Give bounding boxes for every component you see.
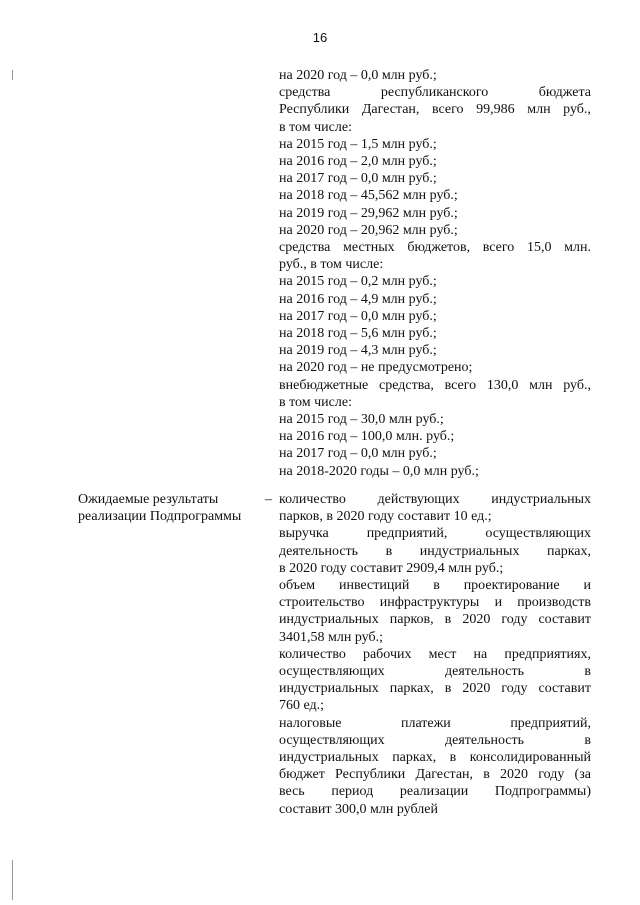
text-line: на 2017 год – 0,0 млн руб.; [279, 446, 437, 462]
word: индустриальных [419, 543, 520, 559]
text-line [279, 715, 591, 732]
text-line: в том числе: [279, 119, 352, 135]
word: индустриальных [279, 612, 379, 628]
word: руб., [563, 377, 591, 393]
word: в [449, 750, 457, 766]
word: строительство [279, 595, 365, 611]
word: 130,0 [486, 377, 519, 393]
word: парков, [389, 612, 434, 628]
word: объем [279, 578, 316, 594]
text-line: на 2018-2020 годы – 0,0 млн руб.; [279, 463, 479, 479]
text-line: на 2016 год – 2,0 млн руб.; [279, 154, 437, 170]
word: мест [428, 646, 457, 662]
word: средства [279, 240, 331, 256]
text-line: в 2020 году составит 2909,4 млн руб.; [279, 560, 504, 576]
word: рабочих [362, 646, 412, 662]
text-line: на 2019 год – 29,962 млн руб.; [279, 205, 458, 221]
text-line [279, 101, 591, 118]
text-line: парков, в 2020 году составит 10 ед.; [279, 509, 492, 525]
text-line: на 2015 год – 1,5 млн руб.; [279, 136, 437, 152]
text-line [279, 646, 591, 663]
word: деятельность [279, 543, 359, 559]
text-line: 760 ед.; [279, 698, 325, 714]
text-line: руб., в том числе: [279, 257, 384, 273]
text-line: составит 300,0 млн рублей [279, 801, 438, 817]
word: составит [538, 681, 591, 697]
word: бюджет [279, 767, 325, 783]
word: в [444, 612, 452, 628]
text-line [279, 663, 591, 680]
text-line [279, 732, 591, 749]
word: на [473, 646, 488, 662]
word: инфраструктуры [379, 595, 480, 611]
text-line [279, 766, 591, 783]
word: в [444, 681, 452, 697]
word: всего [482, 240, 515, 256]
word: количество [279, 646, 346, 662]
word: средства [279, 85, 331, 101]
word: осуществляющих [279, 664, 385, 680]
word: Дагестан, [361, 102, 420, 118]
word: и [583, 578, 591, 594]
word: Республики [279, 102, 350, 118]
word: налоговые [279, 715, 342, 731]
text-line: на 2017 год – 0,0 млн руб.; [279, 308, 437, 324]
word: предприятиях, [504, 646, 591, 662]
text-line [279, 611, 591, 628]
text-line: на 2020 год – 20,962 млн руб.; [279, 222, 458, 238]
word: году [501, 681, 528, 697]
word: осуществляющих [485, 526, 591, 542]
word: деятельность [444, 732, 525, 748]
text-line: на 2015 год – 30,0 млн руб.; [279, 412, 444, 428]
text-line: на 2020 год – не предусмотрено; [279, 360, 473, 376]
word: 99,986 [476, 102, 515, 118]
text-line: на 2018 год – 45,562 млн руб.; [279, 188, 458, 204]
word: предприятий, [366, 526, 448, 542]
word: период [331, 784, 374, 800]
word: Республики [335, 767, 406, 783]
text-line [279, 525, 591, 542]
text-line: на 2015 год – 0,2 млн руб.; [279, 274, 437, 290]
word: всего [444, 377, 477, 393]
word: деятельность [444, 664, 525, 680]
word: всего [432, 102, 464, 118]
word: проектирование [463, 578, 560, 594]
word: в [483, 767, 490, 783]
text-line [279, 543, 591, 560]
word: осуществляющих [279, 732, 385, 748]
word: 2020 [500, 767, 529, 783]
word: году [501, 612, 528, 628]
expected-results-label: Ожидаемые результаты реализации Подпрограммы [78, 492, 242, 525]
word: млн [529, 377, 553, 393]
word: индустриальных [279, 681, 379, 697]
word: платежи [400, 715, 451, 731]
word: в [584, 732, 591, 748]
text-line: на 2019 год – 4,3 млн руб.; [279, 343, 437, 359]
word: действующих [377, 492, 460, 507]
word: парках, [546, 543, 591, 559]
word: индустриальных [279, 750, 379, 766]
text-line [279, 84, 591, 101]
text-line: на 2016 год – 4,9 млн руб.; [279, 291, 437, 307]
text-line [279, 377, 591, 394]
expected-results-list [279, 491, 591, 818]
text-line: на 2018 год – 5,6 млн руб.; [279, 326, 437, 342]
word: местных [343, 240, 395, 256]
label-dash: – [265, 492, 272, 507]
word: в [584, 664, 591, 680]
word: 2020 [462, 612, 491, 628]
word: Дагестан, [415, 767, 474, 783]
word: Подпрограммы) [494, 784, 591, 800]
word: парках, [392, 750, 437, 766]
word: году [538, 767, 565, 783]
text-line [279, 239, 591, 256]
word: реализации [399, 784, 469, 800]
word: парках, [389, 681, 434, 697]
scan-mark [12, 860, 13, 900]
word: предприятий, [510, 715, 591, 731]
word: инвестиций [338, 578, 410, 594]
word: в [433, 578, 440, 594]
word: бюджета [538, 85, 591, 101]
text-line [279, 680, 591, 697]
word: количество [279, 492, 346, 507]
word: республиканского [380, 85, 489, 101]
word: в [385, 543, 393, 559]
word: весь [279, 784, 305, 800]
word: средства, [379, 377, 434, 393]
text-line: на 2020 год – 0,0 млн руб.; [279, 68, 437, 83]
text-line [279, 783, 591, 800]
text-line [279, 577, 591, 594]
text-line: 3401,58 млн руб.; [279, 629, 383, 645]
text-line [279, 749, 591, 766]
word: составит [538, 612, 591, 628]
funding-list [279, 67, 591, 480]
word: консолидированный [469, 750, 591, 766]
word: млн [527, 102, 551, 118]
word: (за [574, 767, 591, 783]
text-line: на 2017 год – 0,0 млн руб.; [279, 171, 437, 187]
text-line: на 2016 год – 100,0 млн. руб.; [279, 429, 455, 445]
word: индустриальных [491, 492, 591, 507]
text-line [279, 491, 591, 508]
word: внебюджетные [279, 377, 369, 393]
word: бюджетов, [407, 240, 471, 256]
word: 2020 [462, 681, 491, 697]
word: 15,0 [526, 240, 552, 256]
word: выручка [279, 526, 329, 542]
scan-mark [12, 70, 13, 80]
text-line [279, 594, 591, 611]
word: и [494, 595, 503, 611]
word: производств [517, 595, 591, 611]
word: млн. [564, 240, 591, 256]
page-number: 16 [312, 30, 328, 45]
word: руб., [563, 102, 591, 118]
text-line: в том числе: [279, 394, 352, 410]
